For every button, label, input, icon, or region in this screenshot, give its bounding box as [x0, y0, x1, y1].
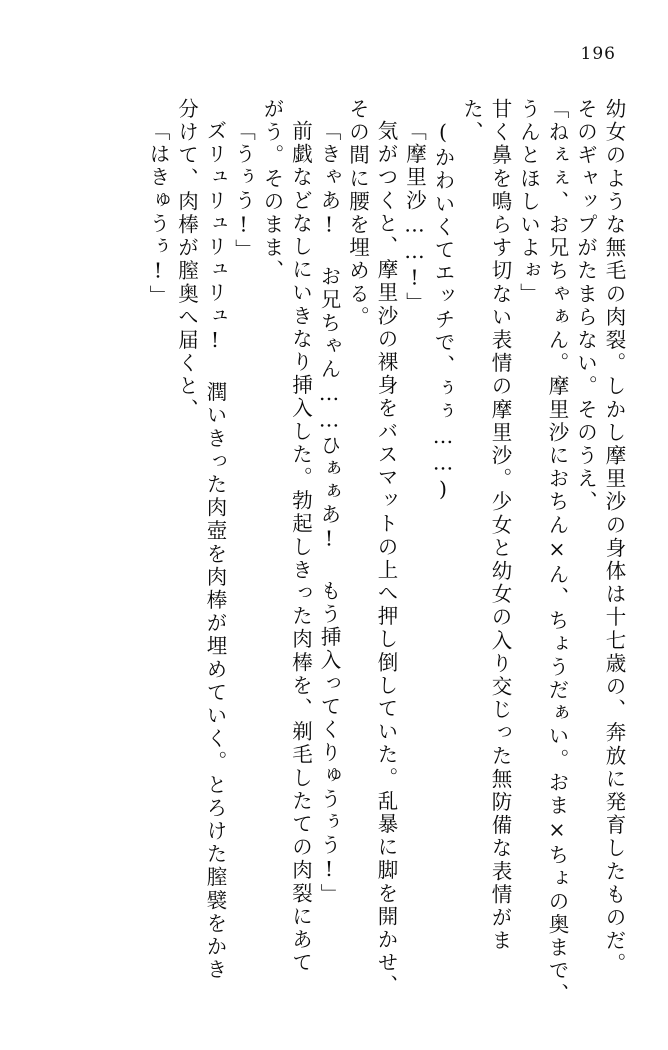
text-line: その間に腰を埋める。 [345, 98, 370, 329]
text-line: 幼女のような無毛の肉裂。しかし摩里沙の身体は十七歳の、奔放に発育したものだ。 [602, 98, 626, 976]
text-line: 分けて、肉棒が膣奥へ届くと、 [174, 98, 199, 422]
text-line: 「きゃあ! お兄ちゃん……ひぁぁあ! もう挿入ってくりゅうぅう!」 [317, 120, 341, 907]
text-line: うんとほしいよぉ」 [516, 98, 541, 306]
text-line: 「摩里沙……!」 [402, 120, 427, 316]
text-line: そのギャップがたまらない。そのうえ、 [573, 98, 598, 514]
vertical-text-body [30, 98, 624, 1020]
text-line: 前戯などなしにいきなり挿入した。勃起しきった肉棒を、剃毛したての肉裂にあて [288, 120, 313, 975]
text-line: ズリュリュリュリュ! 潤いきった肉壺を肉棒が埋めていく。とろけた膣襞をかき [203, 120, 227, 982]
page-number: 196 [580, 44, 616, 64]
text-line: (かわいくてエッチで、ぅぅ……) [431, 120, 455, 504]
text-line: た、 [459, 98, 484, 145]
text-line: 気がつくと、摩里沙の裸身をバスマットの上へ押し倒していた。乱暴に脚を開かせ、 [374, 120, 398, 998]
text-line: 「ねぇぇ、お兄ちゃぁん。摩里沙におちん×ん、ちょうだぁい。おま×ちょの奥まで、 [545, 98, 569, 1006]
text-line: がう。そのまま、 [260, 98, 284, 283]
text-line: 「うぅう!」 [231, 120, 256, 263]
text-line: 甘く鼻を鳴らす切ない表情の摩里沙。少女と幼女の入り交じった無防備な表情がま [488, 98, 512, 953]
text-line: 「はきゅうぅ!」 [146, 120, 170, 309]
